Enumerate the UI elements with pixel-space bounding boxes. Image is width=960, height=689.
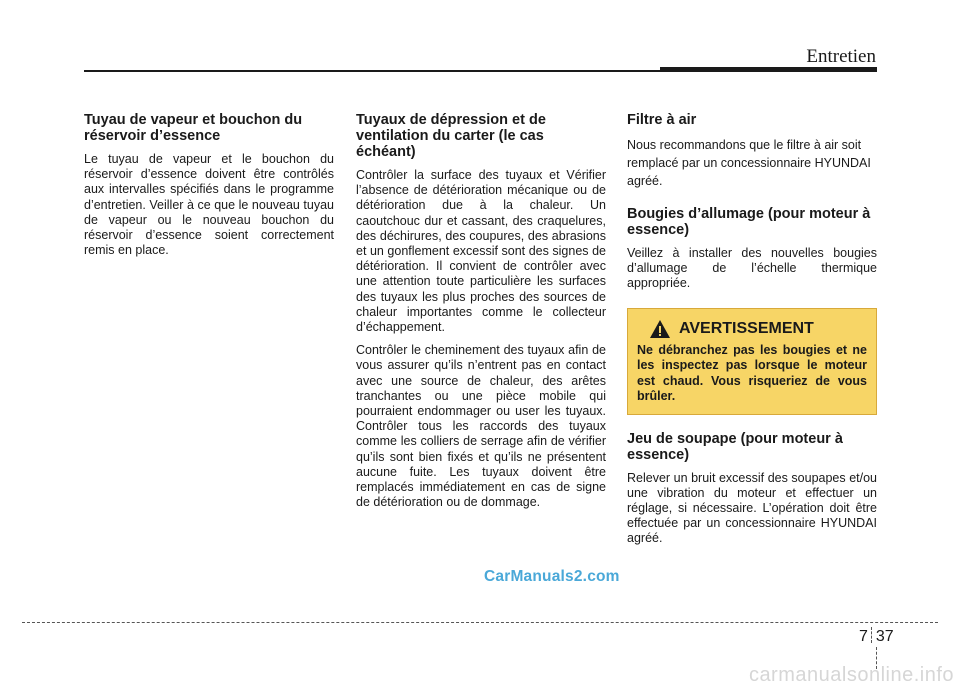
page-separator	[871, 627, 873, 643]
spark-plugs-text: Veillez à installer des nouvelles bougies d’allumage de l’échelle thermique appropriée.	[627, 246, 877, 291]
warning-triangle-icon	[649, 319, 671, 339]
page-number-value: 37	[875, 628, 894, 645]
column-1	[84, 112, 334, 266]
column-3	[627, 112, 877, 555]
column-2	[356, 112, 606, 518]
warning-text: Ne débranchez pas les bougies et ne les inspectez pas lorsque le moteur est chaud. Vous risqueriez de vous brûler.	[637, 342, 867, 404]
warning-title: AVERTISSEMENT	[679, 319, 814, 337]
vacuum-hose-text-1: Contrôler la surface des tuyaux et Vérifier l’absence de détérioration mécanique ou de détérioration due à la chaleur. Un caoutchouc dur et cassant, des craquelures, des déchirures, des coupures, des abrasions et un gonflement excessif sont des signes de détérioration. Il convient de contrôler avec une attention toute particulière les surfaces des tuyaux les plus proches des sources de chaleur importantes comme le collecteur d’échappement.	[356, 168, 606, 335]
air-filter-text: Nous recommandons que le filtre à air soit remplacé par un concessionnaire HYUNDAI agréé.	[627, 138, 871, 188]
vapor-hose-heading: Tuyau de vapeur et bouchon du réservoir d’essence	[84, 112, 303, 144]
warning-header	[637, 319, 867, 339]
header-rule-thin	[84, 70, 684, 72]
watermark-link[interactable]: CarManuals2.com	[484, 568, 620, 585]
header-rule-thick	[660, 67, 877, 72]
valve-clearance-heading: Jeu de soupape (pour moteur à essence)	[627, 430, 843, 463]
vacuum-hose-heading: Tuyaux de dépression et de ventilation du carter (le cas échéant)	[356, 112, 546, 160]
footer-dashed-rule	[22, 622, 938, 623]
valve-clearance-text: Relever un bruit excessif des soupapes et/ou une vibration du moteur et effectuer un réglage, si nécessaire. L’opération doit être effectuée par un concessionnaire HYUNDAI agréé.	[627, 470, 877, 546]
chapter-title: Entretien	[806, 46, 876, 67]
vapor-hose-text: Le tuyau de vapeur et le bouchon du réservoir d’essence doivent être contrôlés aux intervalles spécifiés dans le programme d’entretien. Veiller à ce que le nouveau tuyau de vapeur ou le nouveau bouchon du réservoir d’essence soient correctement remis en place.	[84, 152, 334, 258]
page-number	[859, 627, 894, 646]
warning-box	[627, 308, 877, 415]
air-filter-heading: Filtre à air	[627, 112, 697, 128]
chapter-number: 7	[859, 628, 868, 645]
vacuum-hose-text-2: Contrôler le cheminement des tuyaux afin de vous assurer qu’ils n’entrent pas en contact avec une source de chaleur, des arêtes tranchantes ou une pièce mobile qui pourraient endommager ou user les tuyaux. Contrôler tous les raccords des tuyaux comme les colliers de serrage afin de vérifier qu’ils sont bien fixés et qu’ils ne présentent aucune fuite. Les tuyaux doivent être remplacés immédiatement en cas de signe de détérioration ou de dommage.	[356, 343, 606, 510]
spark-plugs-heading: Bougies d’allumage (pour moteur à essence)	[627, 206, 871, 238]
site-watermark: carmanualsonline.info	[748, 664, 954, 686]
